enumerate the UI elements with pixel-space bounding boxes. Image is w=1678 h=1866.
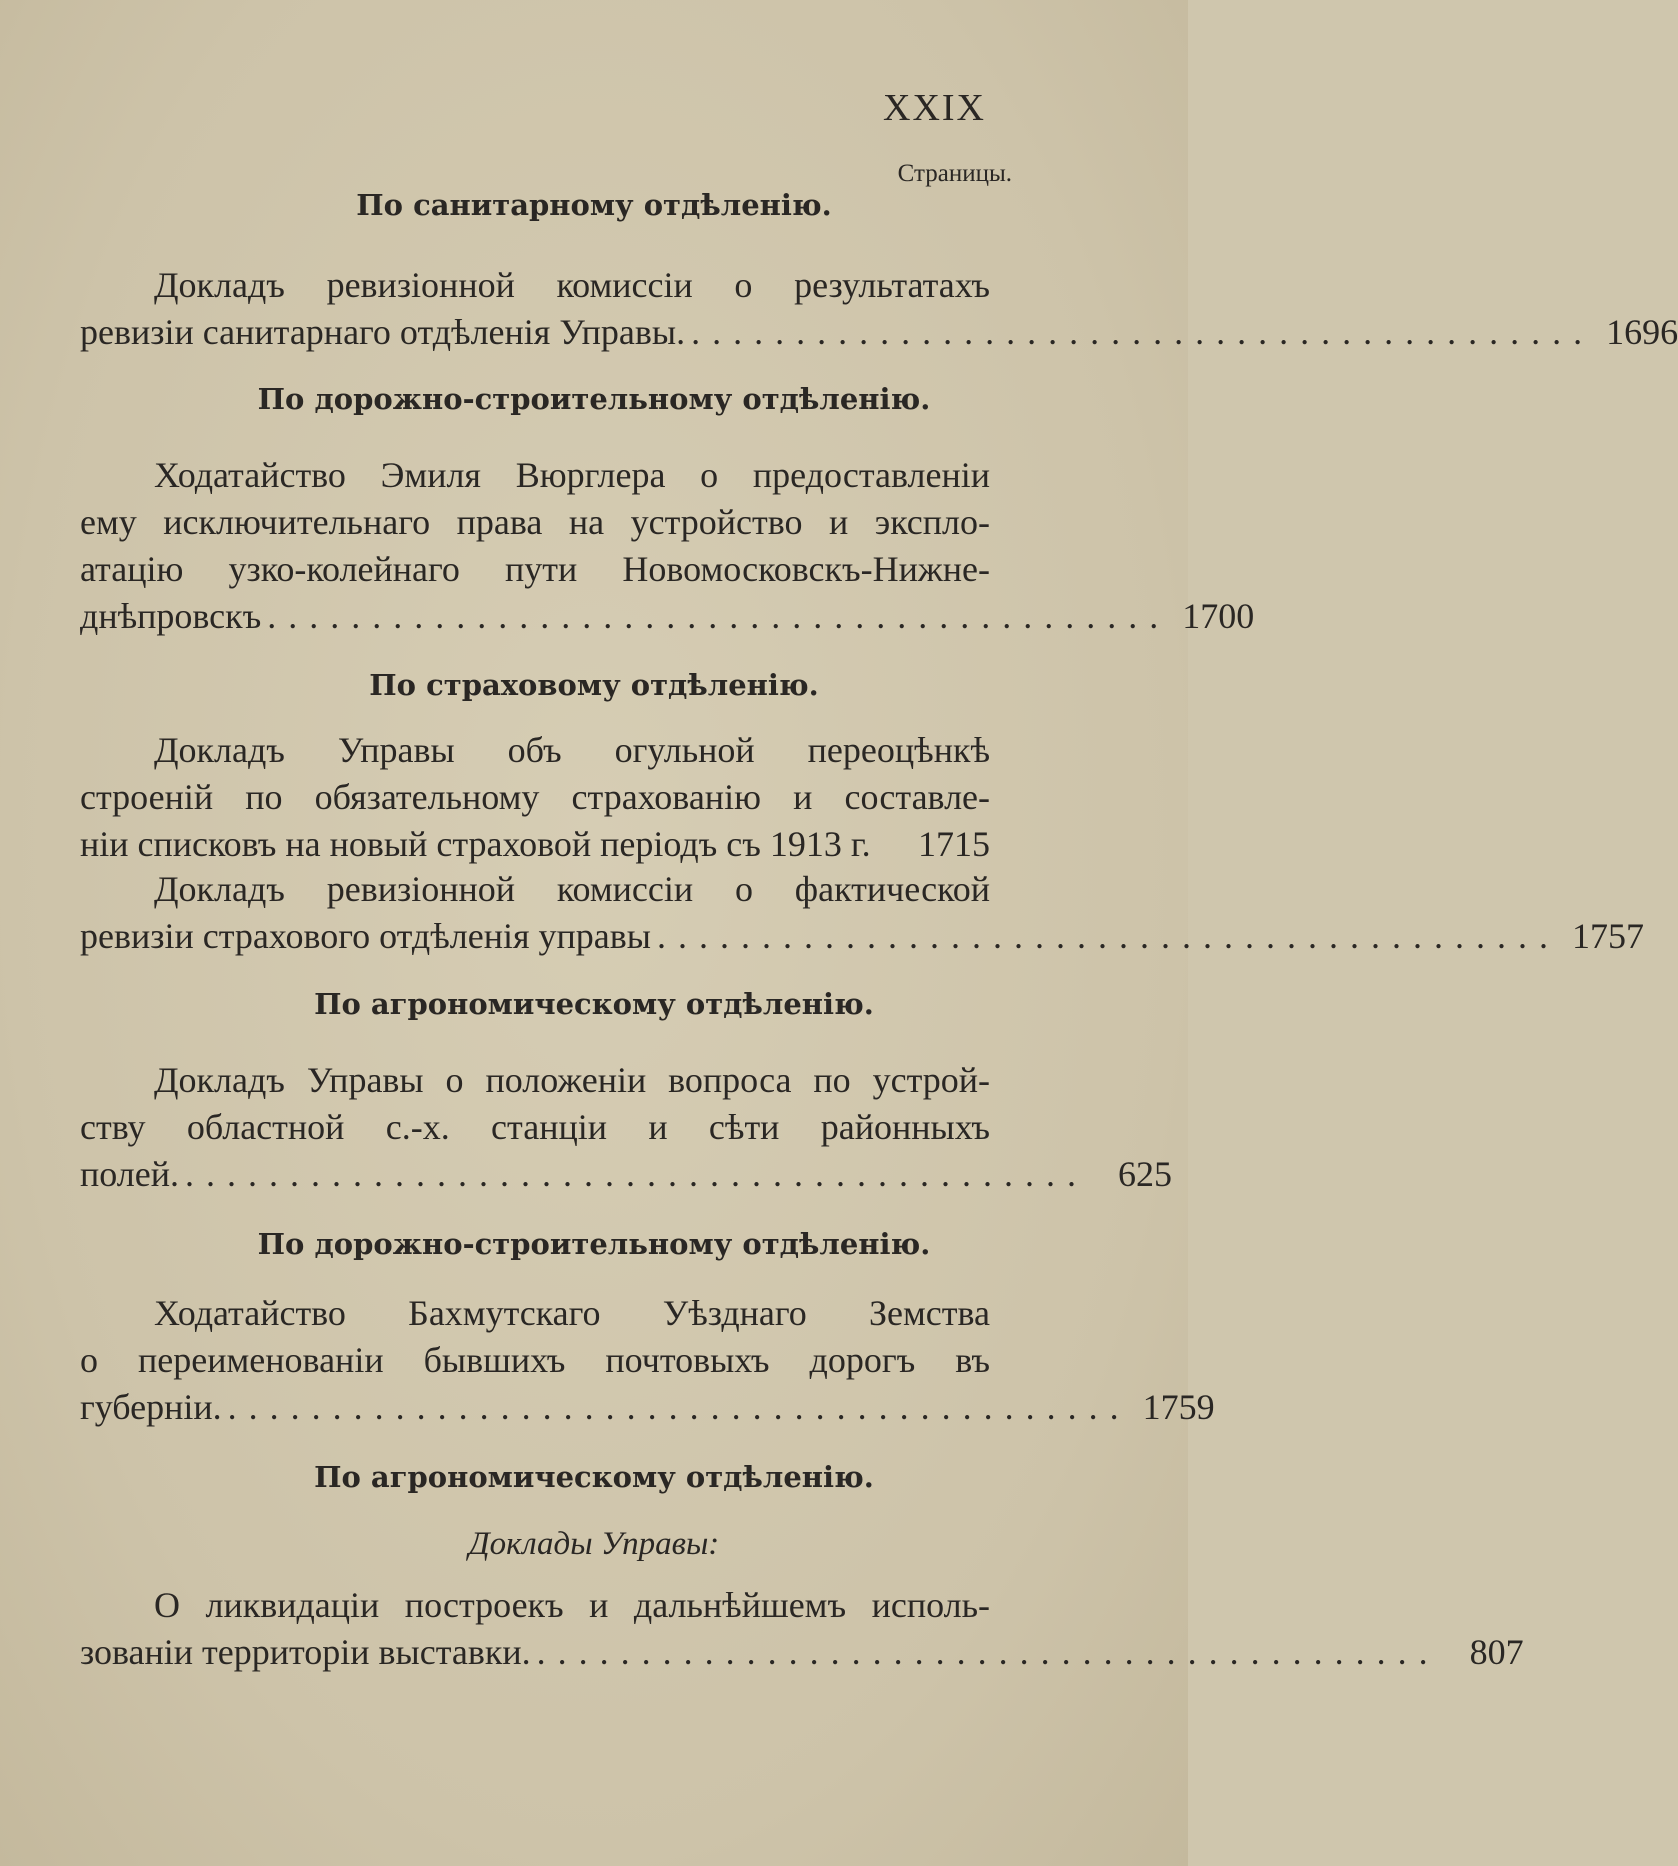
entry-text: ніи списковъ на новый страховой періодъ съ 1913 г.	[80, 824, 871, 864]
entry-page: 1696	[1606, 312, 1678, 352]
dot-leader: ...........................................	[691, 312, 1595, 352]
entry-last-line	[80, 821, 990, 868]
entry-line: атацію узко-колейнаго пути Новомосковскъ-Нижне-	[80, 549, 990, 589]
dot-leader: ...........................................	[185, 1154, 1088, 1194]
section-subheading: Доклады Управы:	[468, 1526, 720, 1562]
entry-line: Ходатайство Бахмутскаго Уѣзднаго Земства	[154, 1293, 990, 1333]
entry-page: 1715	[918, 824, 990, 864]
entry-last-line	[80, 1384, 1215, 1431]
section-heading: По агрономическому отдѣленію.	[314, 987, 874, 1021]
entry-last-line	[80, 913, 1644, 960]
page-number: XXIX	[883, 87, 986, 129]
entry-last-line	[80, 1629, 1524, 1676]
toc-entry	[80, 866, 1644, 960]
entry-page: 1700	[1182, 596, 1255, 636]
entry-text: зованіи территоріи выставки.	[80, 1632, 531, 1672]
entry-line: Докладъ ревизіонной комиссіи о результатахъ	[154, 265, 990, 305]
entry-text: полей.	[80, 1154, 179, 1194]
dot-leader: ...........................................	[267, 596, 1171, 636]
toc-entry	[80, 1290, 1215, 1431]
section-heading: По дорожно-строительному отдѣленію.	[257, 1227, 931, 1261]
entry-last-line	[80, 309, 1678, 356]
entry-page: 1759	[1142, 1387, 1215, 1427]
toc-entry	[80, 262, 1678, 356]
entry-last-line	[80, 1151, 1172, 1198]
toc-entry	[80, 1057, 1172, 1198]
entry-line: Докладъ Управы объ огульной переоцѣнкѣ	[154, 730, 990, 770]
entry-line: ему исключительнаго права на устройство и экспло-	[80, 502, 990, 542]
pages-column-label: Страницы.	[897, 160, 1012, 187]
entry-page: 625	[1118, 1154, 1172, 1194]
section-heading: По агрономическому отдѣленію.	[314, 1460, 874, 1494]
entry-line: Докладъ Управы о положеніи вопроса по устрой-	[154, 1060, 990, 1100]
section-heading: По дорожно-строительному отдѣленію.	[257, 382, 931, 416]
entry-line: ству областной с.-х. станціи и сѣти районныхъ	[80, 1107, 990, 1147]
section-heading: По страховому отдѣленію.	[369, 668, 819, 702]
toc-entry	[80, 452, 1255, 640]
entry-last-line	[80, 593, 1255, 640]
entry-page: 1757	[1571, 916, 1644, 956]
entry-line: о переименованіи бывшихъ почтовыхъ дорогъ въ	[80, 1340, 990, 1380]
entry-line: О ликвидаціи построекъ и дальнѣйшемъ исполь-	[154, 1585, 990, 1625]
section-heading: По санитарному отдѣленію.	[356, 188, 832, 222]
entry-text: ревизіи страхового отдѣленія управы	[80, 916, 651, 956]
entry-text: днѣпровскъ	[80, 596, 262, 636]
entry-line: Ходатайство Эмиля Вюрглера о предоставленіи	[154, 455, 990, 495]
entry-line: Докладъ ревизіонной комиссіи о фактической	[154, 869, 990, 909]
dot-leader: ...........................................	[656, 916, 1560, 956]
entry-text: губерніи.	[80, 1387, 222, 1427]
toc-entry	[80, 1582, 1524, 1676]
entry-line: строеній по обязательному страхованію и составле-	[80, 777, 990, 817]
entry-text: ревизіи санитарнаго отдѣленія Управы.	[80, 312, 686, 352]
dot-leader: ...........................................	[536, 1632, 1440, 1672]
dot-leader: ...........................................	[227, 1387, 1131, 1427]
toc-entry	[80, 727, 990, 868]
entry-page: 807	[1469, 1632, 1524, 1672]
